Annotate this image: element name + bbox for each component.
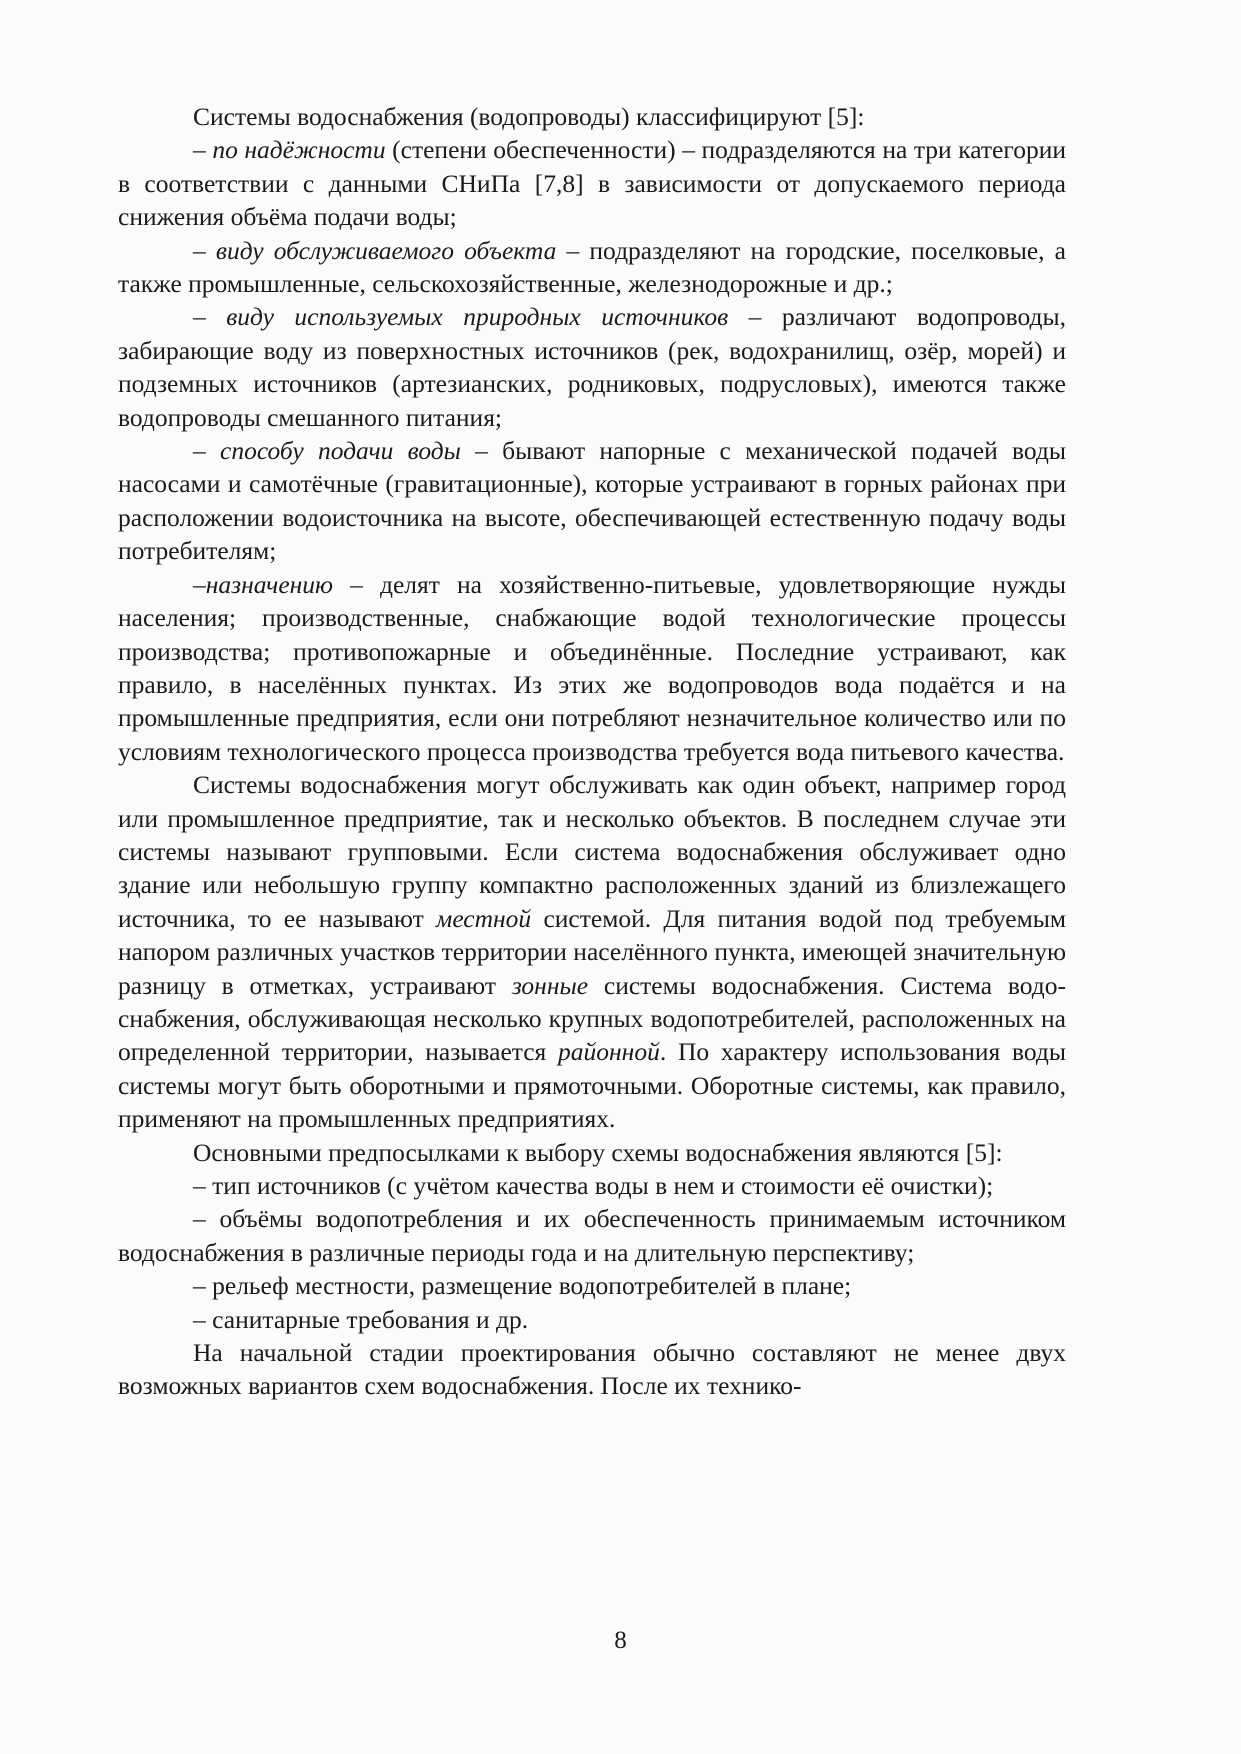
paragraph — [118, 1336, 1066, 1403]
text-segment: – — [193, 569, 206, 599]
text-segment: системой. Для питания водой под требуемым напором различных участков территории населённого пункта, имеющей значительную разницу в отметках, устраивают — [118, 903, 1066, 1000]
italic-term: районной — [558, 1037, 660, 1067]
italic-term: способу подачи воды — [220, 436, 461, 466]
text-segment: – — [193, 135, 213, 165]
text-segment: – делят на хозяйственно-питьевые, удовлетворяющие нужды населения; производственные, снабжающие водой технологические процессы производства; противопожарные и объединённые. Последние устраивают, как правило, в населённых пунктах. Из этих же водопроводов вода подаётся и на промышленные предприятия, если они потребляют незначительное количество или по условиям технологического процесса производства требуется вода питьевого качества. — [118, 569, 1066, 766]
text-segment: . По характеру использования воды системы могут быть оборотными и прямоточными. Оборотные системы, как правило, применяют на промышленных предприятиях. — [118, 1037, 1066, 1134]
text-segment: Системы водоснабжения (водопроводы) классифицируют [5]: — [193, 102, 865, 131]
paragraph — [118, 100, 1066, 133]
text-segment: – тип источников (с учётом качества воды в нем и стоимости её очистки); — [193, 1171, 994, 1200]
page-number: 8 — [614, 1627, 627, 1654]
text-segment: – санитарные требования и др. — [193, 1304, 529, 1334]
paragraph — [118, 768, 1066, 1135]
paragraph — [118, 568, 1066, 768]
text-segment: (степени обеспеченности) – подразделяются на три категории в соответствии с данными СНиПа [7,8] в зависимости от допускаемого периода снижения объёма подачи воды; — [118, 135, 1066, 232]
body-text — [118, 100, 1066, 1403]
text-segment: – объёмы водопотребления и их обеспеченность принимаемым источником водоснабжения в различные периоды года и на длительную перспективу; — [118, 1204, 1066, 1267]
italic-term: зонные — [511, 970, 589, 1000]
text-segment: системы водоснабжения. Система водоснабжения, обслуживающая несколько крупных водопотребителей, расположенных на определенной территории, называется — [118, 970, 1066, 1067]
text-segment: Системы водоснабжения могут обслуживать как один объект, например город или промышленное предприятие, так и несколько объектов. В последнем случае эти системы называют групповыми. Если система водоснабжения обслуживает одно здание или небольшую группу компактно расположенных зданий из близлежащего источника, то ее называют — [118, 770, 1066, 933]
paragraph — [118, 1303, 1066, 1336]
paragraph — [118, 1136, 1066, 1169]
paragraph — [118, 434, 1066, 568]
text-segment: – рельеф местности, размещение водопотребителей в плане; — [193, 1271, 852, 1301]
text-segment: – бывают напорные с механической подачей воды насосами и самотёчные (гравитационные), которые устраивают в горных районах при расположении водоисточника на высоте, обеспечивающей естественную подачу воды потребителям; — [118, 436, 1066, 566]
italic-term: местной — [436, 903, 532, 933]
text-segment: – подразделяют на городские, поселковые, а также промышленные, сельскохозяйственные, железнодорожные и др.; — [118, 235, 1067, 299]
italic-term: назначению — [205, 569, 334, 599]
text-segment: Основными предпосылками к выбору схемы водоснабжения являются [5]: — [193, 1137, 1003, 1167]
italic-term: виду используемых природных источников — [226, 302, 729, 332]
text-segment: – — [193, 436, 220, 466]
text-segment: – — [193, 235, 216, 265]
text-segment: На начальной стадии проектирования обычно составляют не менее двух возможных вариантов схем водоснабжения. После их технико- — [118, 1338, 1066, 1401]
paragraph — [118, 234, 1066, 301]
paragraph — [118, 1269, 1066, 1302]
paragraph — [118, 1169, 1066, 1202]
paragraph — [118, 300, 1066, 434]
italic-term: виду обслуживаемого объекта — [215, 235, 557, 265]
text-segment: – различают водопроводы, забирающие воду из поверхностных источников (рек, водохранилищ, озёр, морей) и подземных источников (артезианских, родниковых, подрусловых), имеются также водопроводы смешанного питания; — [118, 302, 1066, 432]
paragraph — [118, 133, 1066, 233]
paragraph — [118, 1202, 1066, 1269]
text-segment: – — [193, 302, 227, 332]
italic-term: по надёжности — [212, 135, 386, 165]
